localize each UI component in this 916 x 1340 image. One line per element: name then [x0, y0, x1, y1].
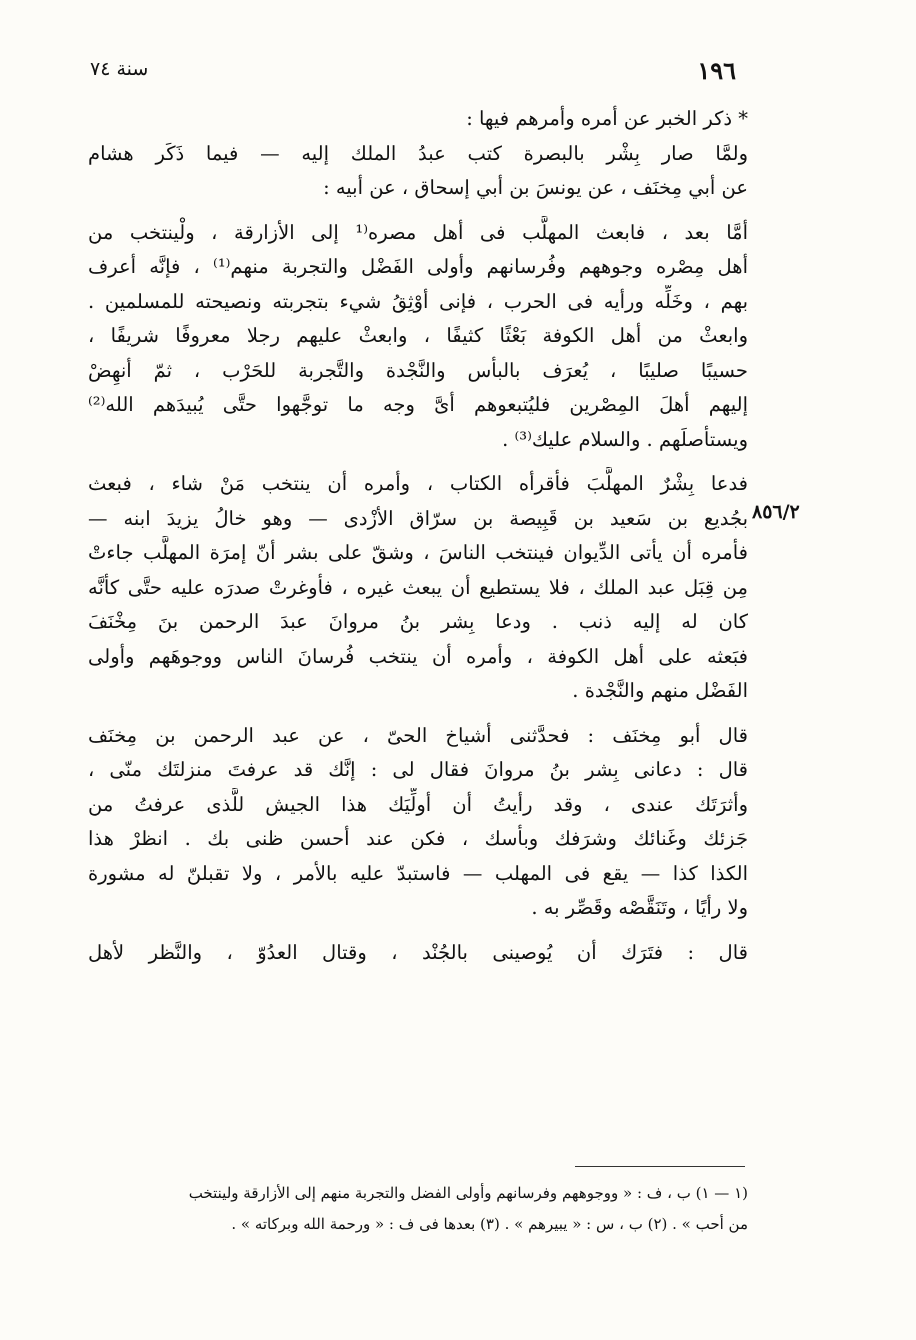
text-line: فأمره أن يأتى الدِّيوان فينتخب الناسَ ، وشقّ على بشر أنّ إمرَة المهلَّب جاءتْ: [88, 541, 748, 564]
text-line: فبَعثه على أهل الكوفة ، وأمره أن ينتخب فُرسانَ الناس ووجوهَهم وأولى: [88, 644, 748, 668]
text-line: وأثرَتَك عندى ، وقد رأيتُ أن أولِّيَك هذا الجيش للَّذى عرفتُ من: [88, 792, 748, 816]
footnote-line: من أحب » . (٢) ب ، س : « يبيرهم » . (٣) بعدها فى ف : « ورحمة الله وبركاته » .: [231, 1215, 748, 1233]
text-line: أهل مِصْره وجوههم وفُرسانهم وأولى الفَضْل والتجربة منهم⁽¹⁾ ، فإنَّه أعرف: [88, 255, 748, 278]
paragraph-gap: [88, 206, 748, 216]
text-line: جَزئك وغَنائك وشرَفك وبأسك ، فكن عند أحسن ظنى بك . انظرْ هذا: [88, 827, 748, 850]
footnotes: [88, 1178, 748, 1240]
text-line: ويستأصلَهم . والسلام عليك⁽³⁾ .: [502, 427, 748, 451]
page-header: [90, 56, 736, 92]
margin-reference: ٨٥٦/٢: [752, 501, 800, 523]
main-text: [88, 102, 748, 970]
text-line: مِن قِبَل عبد الملك ، فلا يستطيع أن يبعث غيره ، فأوغرتْ صدرَه عليه حتَّى كأنَّه: [88, 575, 748, 599]
text-line: بجُديع بن سَعيد بن قَبِيصة بن سرّاق الأزْدى — وهو خالُ يزيدَ ابنه —: [88, 506, 748, 530]
text-line: * ذكر الخبر عن أمره وأمرهم فيها :: [466, 107, 748, 130]
text-line: فدعا بِشْرٌ المهلَّبَ فأقرأه الكتاب ، وأمره أن ينتخب مَنْ شاء ، فبعث: [88, 472, 748, 495]
text-line: أمَّا بعد ، فابعث المهلَّب فى أهل مصره⁽¹ إلى الأزارقة ، ولْينتخب من: [88, 220, 748, 244]
paragraph-gap: [88, 709, 748, 719]
text-line: قال : دعانى بِشر بنُ مروانَ فقال لى : إنَّك قد عرفتَ منزلتَك منّى ،: [88, 758, 748, 781]
text-line: عن أبي مِخنَف ، عن يونسَ بن أبي إسحاق ، عن أبيه :: [323, 176, 748, 199]
text-line: حسيبًا صليبًا ، يُعرَف بالبأس والنَّجْدة والتَّجربة للحَرْب ، ثمّ أنهِضْ: [88, 358, 748, 382]
text-line: قال أبو مِخنَف : فحدَّثنى أشياخ الحىّ ، عن عبد الرحمن بن مِخنَف: [88, 723, 748, 747]
text-line: ولا رأيًا ، وتَنَقَّصْه وقَصِّر به .: [531, 896, 748, 919]
text-line: الكذا كذا — يقع فى المهلب — فاستبدّ عليه بالأمر ، ولا تقبلنّ له مشورة: [88, 861, 748, 885]
footnote-line: (١ — ١) ب ، ف : « ووجوههم وفرسانهم وأولى الفضل والتجربة منهم إلى الأزارقة ولينتخب: [188, 1184, 748, 1202]
text-line: إليهم أهلَ المِصْرين فليُتبعوهم أىَّ وجه ما توجَّهوا حتَّى يُبيدَهم الله⁽²⁾: [88, 393, 748, 416]
text-line: الفَضْل منهم والنَّجْدة .: [572, 679, 748, 702]
text-line: قال : فتَرَك أن يُوصينى بالجُنْد ، وقتال العدُوّ ، والنَّظر لأهل: [88, 940, 748, 964]
text-line: وابعثْ من أهل الكوفة بَعْثًا كثيفًا ، وابعثْ عليهم رجلا معروفًا شريفًا ،: [88, 324, 748, 347]
paragraph-gap: [88, 457, 748, 467]
page-number: ١٩٦: [697, 56, 736, 85]
text-line: ولمَّا صار بِشْر بالبصرة كتب عبدُ الملك إليه — فيما ذَكَر هشام: [88, 141, 748, 165]
footnote-rule: [575, 1166, 745, 1167]
running-year-heading: سنة ٧٤: [90, 58, 149, 80]
text-line: بهم ، وخَلِّه ورأيه فى الحرب ، فإنى أوْثِقُ شيء بتجربته ونصيحته للمسلمين .: [88, 289, 748, 313]
paragraph-gap: [88, 926, 748, 936]
text-line: كان له إليه ذنب . ودعا بِشر بنُ مروانَ عبدَ الرحمن بنَ مِخْنَفَ: [88, 610, 748, 633]
